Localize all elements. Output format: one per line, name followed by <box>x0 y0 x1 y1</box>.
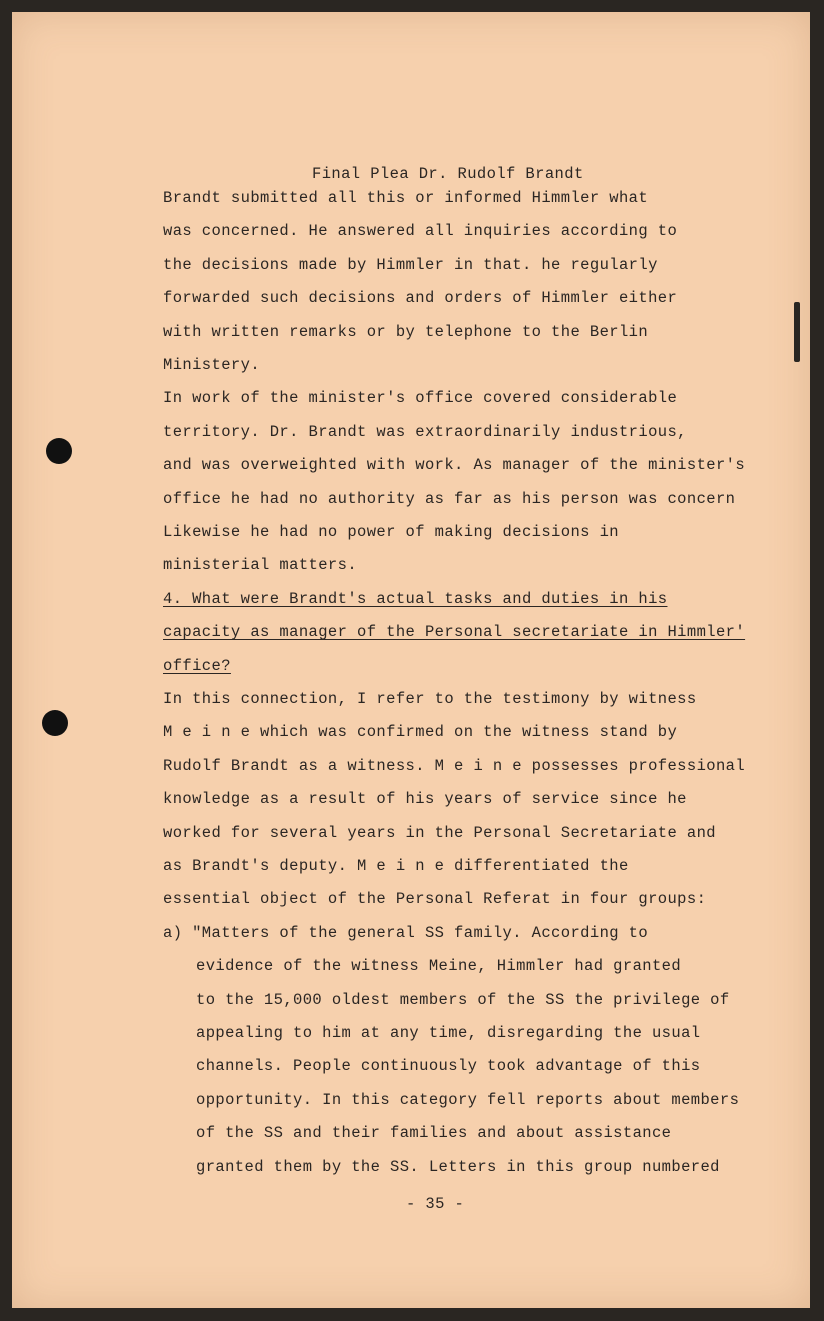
punch-hole-icon <box>42 710 68 736</box>
text-line: was concerned. He answered all inquiries according to <box>163 222 678 240</box>
section-heading: capacity as manager of the Personal secretariate in Himmler' <box>163 623 746 641</box>
text-line: to the 15,000 oldest members of the SS the privilege of <box>196 991 730 1009</box>
text-line: Brandt submitted all this or informed Himmler what <box>163 189 649 207</box>
text-line: and was overweighted with work. As manager of the minister's <box>163 456 746 474</box>
text-line: appealing to him at any time, disregarding the usual <box>196 1024 701 1042</box>
text-line: of the SS and their families and about assistance <box>196 1124 672 1142</box>
section-heading: 4. What were Brandt's actual tasks and duties in his <box>163 590 668 608</box>
text-line: the decisions made by Himmler in that. he regularly <box>163 256 658 274</box>
text-line: as Brandt's deputy. M e i n e differentiated the <box>163 857 629 875</box>
text-line: Likewise he had no power of making decisions in <box>163 523 619 541</box>
document-page <box>12 12 810 1308</box>
text-line: territory. Dr. Brandt was extraordinarily industrious, <box>163 423 687 441</box>
text-line: opportunity. In this category fell reports about members <box>196 1091 740 1109</box>
page-number: - 35 - <box>406 1195 465 1213</box>
list-item: a) "Matters of the general SS family. According to <box>163 924 649 942</box>
text-line: In this connection, I refer to the testimony by witness <box>163 690 697 708</box>
document-title: Final Plea Dr. Rudolf Brandt <box>312 165 584 183</box>
text-line: forwarded such decisions and orders of Himmler either <box>163 289 678 307</box>
text-line: Ministery. <box>163 356 261 374</box>
text-line: In work of the minister's office covered considerable <box>163 389 678 407</box>
text-line: knowledge as a result of his years of service since he <box>163 790 687 808</box>
punch-hole-icon <box>46 438 72 464</box>
text-line: office he had no authority as far as his person was concern <box>163 490 736 508</box>
text-line: with written remarks or by telephone to the Berlin <box>163 323 649 341</box>
text-line: granted them by the SS. Letters in this group numbered <box>196 1158 720 1176</box>
text-line: ministerial matters. <box>163 556 358 574</box>
text-line: M e i n e which was confirmed on the witness stand by <box>163 723 678 741</box>
text-line: Rudolf Brandt as a witness. M e i n e possesses professional <box>163 757 746 775</box>
text-line: essential object of the Personal Referat in four groups: <box>163 890 707 908</box>
torn-edge <box>794 302 800 362</box>
text-line: worked for several years in the Personal Secretariate and <box>163 824 716 842</box>
section-heading: office? <box>163 657 231 675</box>
text-line: evidence of the witness Meine, Himmler had granted <box>196 957 682 975</box>
text-line: channels. People continuously took advantage of this <box>196 1057 701 1075</box>
